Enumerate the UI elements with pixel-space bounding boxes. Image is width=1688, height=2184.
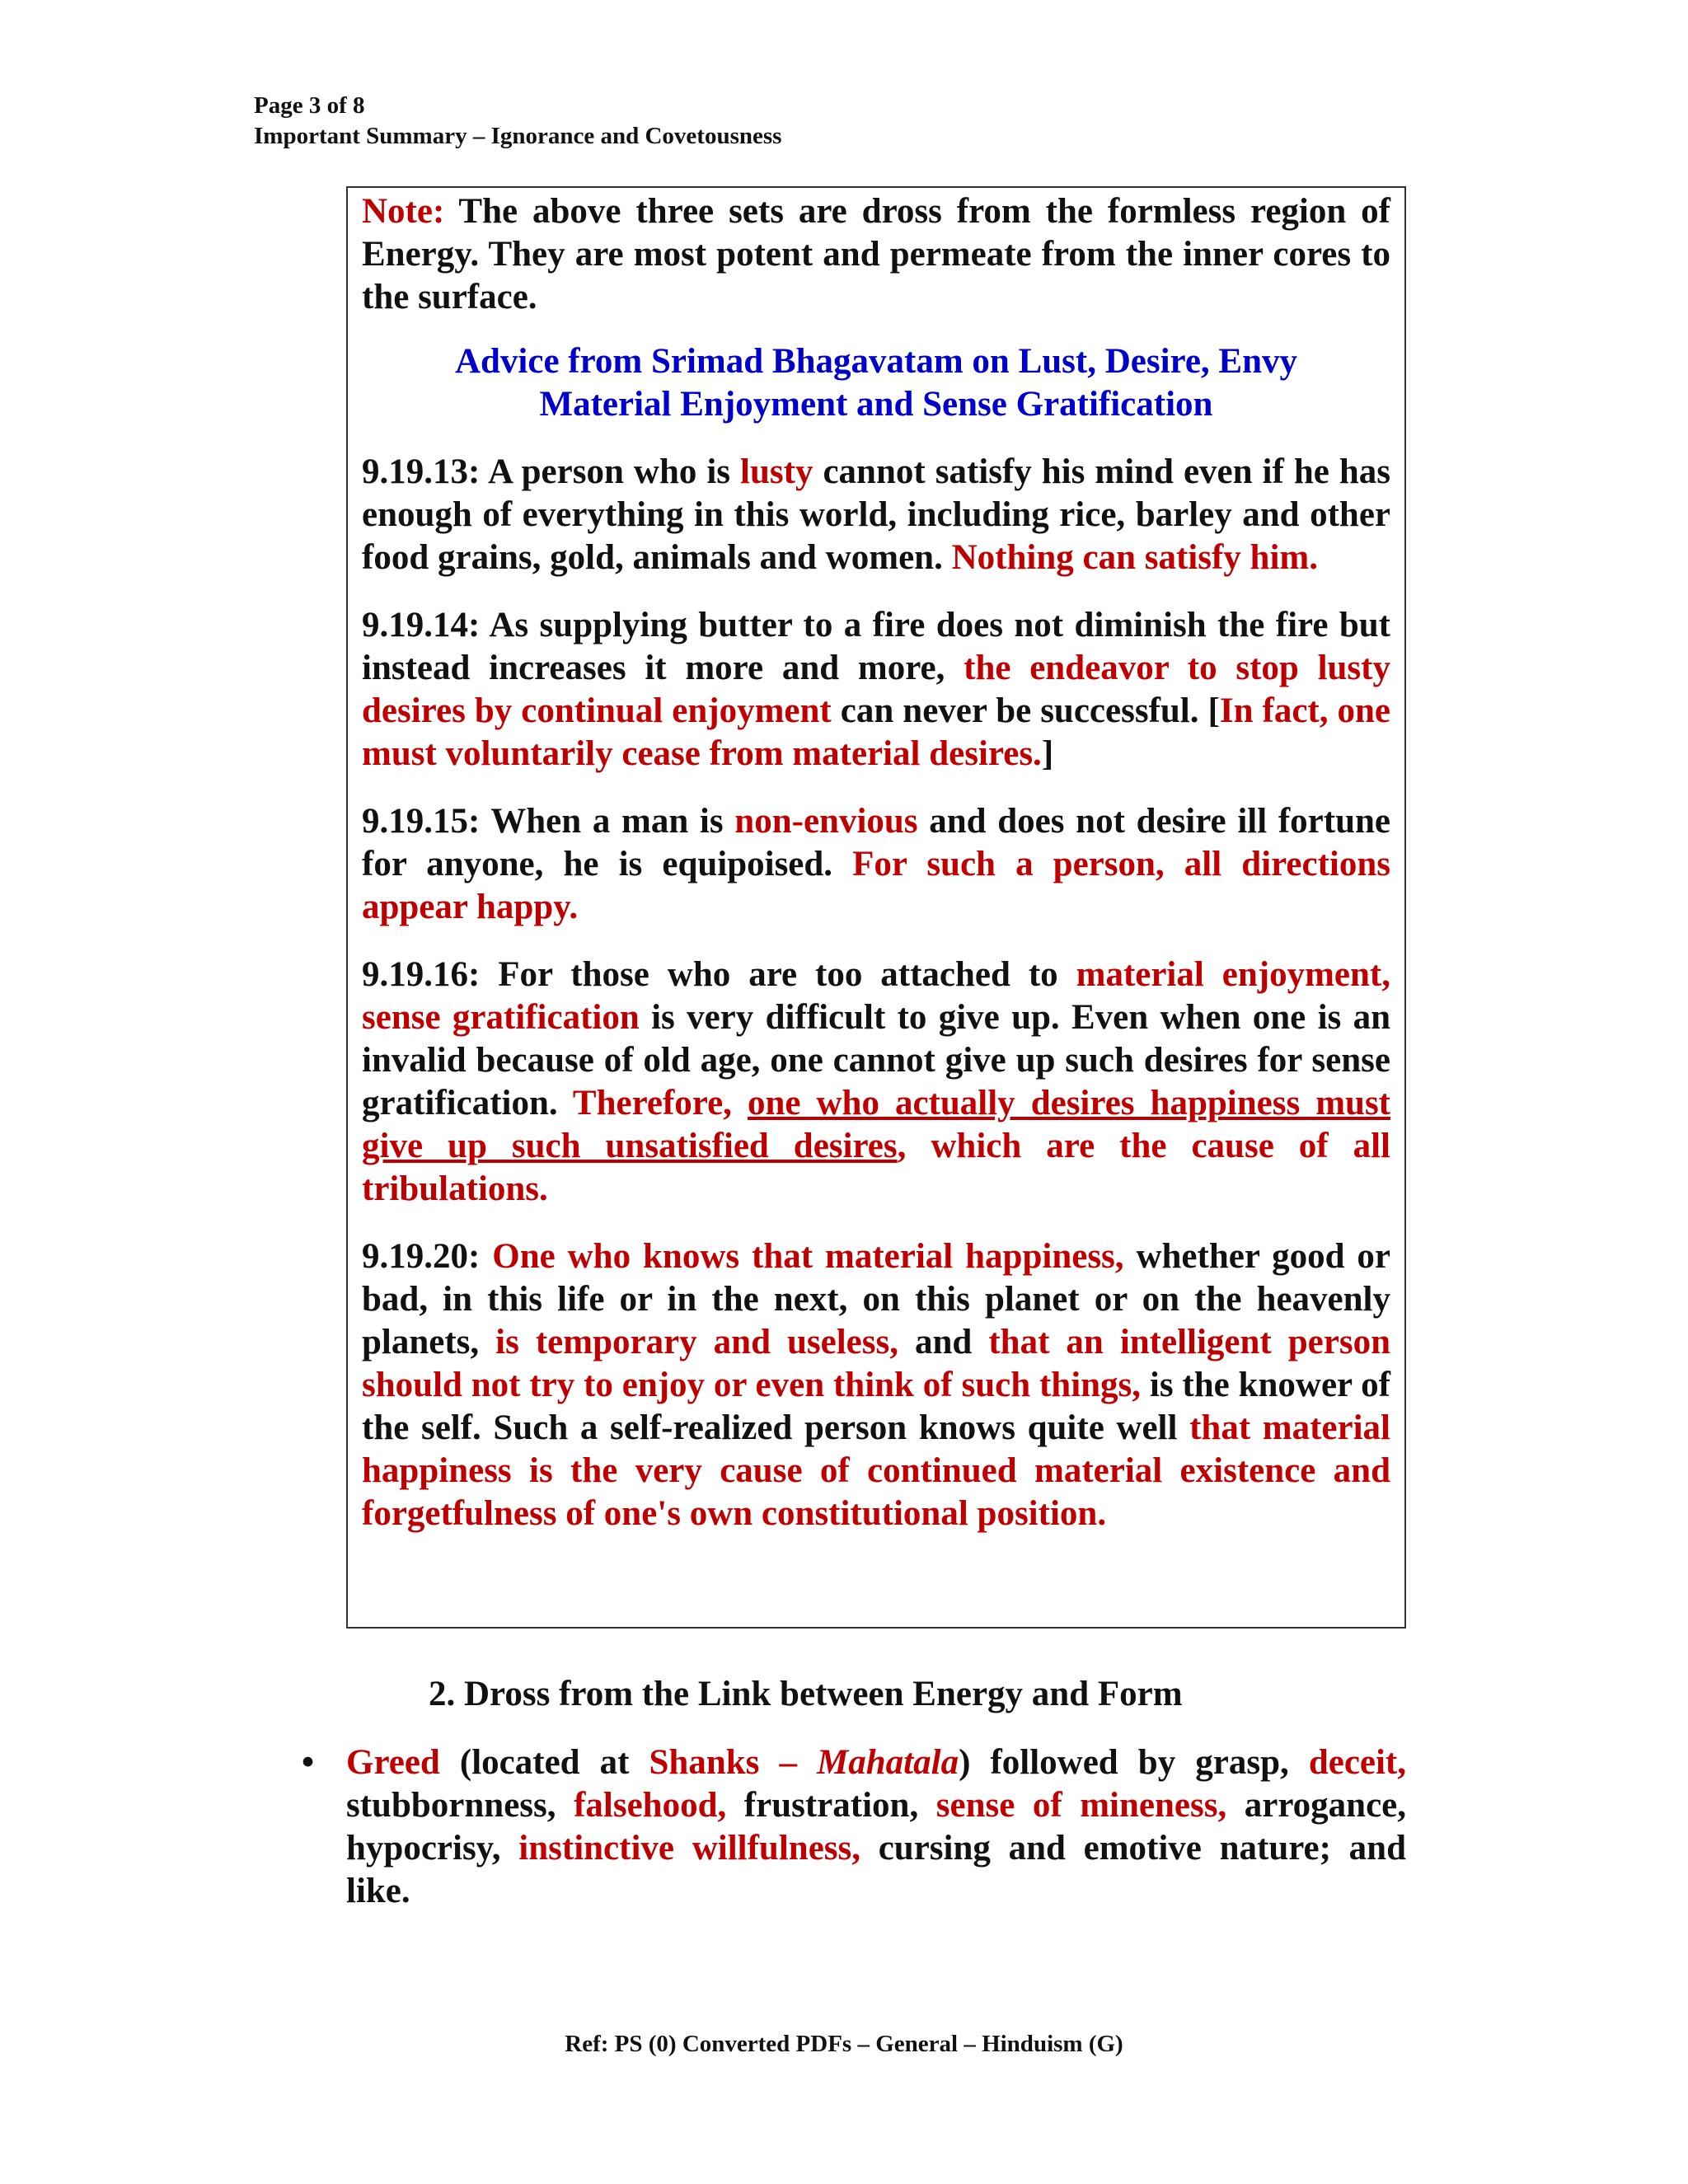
verse-text: and does not desire ill fortune for anyone, he is equipoised.	[362, 802, 1390, 883]
verse-ref: 9.19.20:	[362, 1237, 481, 1276]
bullet-emphasis: Shanks –	[649, 1743, 818, 1782]
verse-emphasis: is temporary and useless,	[495, 1323, 898, 1361]
bullet-plain: arrogance, hypocrisy,	[346, 1786, 1407, 1868]
verse-emphasis: lusty	[740, 452, 814, 491]
bullet-emphasis-italic: Mahatala	[817, 1743, 959, 1782]
verse-text: and	[898, 1323, 989, 1361]
bullet-emphasis: Greed	[346, 1743, 440, 1782]
verse-ref: 9.19.13:	[362, 452, 481, 491]
bullet-plain: frustration,	[726, 1786, 936, 1825]
page-header	[254, 91, 781, 152]
summary-box	[346, 186, 1406, 1629]
verse-emphasis-underlined: one who actually desires happiness must give up such unsatisfied desires	[362, 1084, 1390, 1165]
document-title: Important Summary – Ignorance and Covetousness	[254, 123, 782, 149]
note-paragraph	[362, 188, 1390, 319]
verse-emphasis: material enjoyment, sense gratification	[362, 955, 1390, 1037]
verse-ref: 9.19.14:	[362, 606, 481, 644]
verse-emphasis: In fact, one must voluntarily cease from material desires.	[362, 691, 1390, 773]
note-text: The above three sets are dross from the formless region of Energy. They are most potent and permeate from the inner cores to the surface.	[362, 192, 1390, 316]
bullet-plain: stubbornness,	[346, 1786, 574, 1825]
verse-text: ]	[1041, 734, 1054, 773]
verse-emphasis: that material happiness is the very cause of continued material existence and forgetfulness of one's own constitutional position.	[362, 1408, 1390, 1533]
verse-9-19-14	[362, 604, 1390, 776]
bullet-plain: cursing and emotive nature; and like.	[346, 1829, 1406, 1910]
verse-ref: 9.19.16:	[362, 955, 481, 994]
verse-emphasis: For such a person, all directions appear happy.	[362, 845, 1390, 926]
verse-emphasis: that an intelligent person should not try to enjoy or even think of such things,	[362, 1323, 1390, 1404]
verse-ref: 9.19.15:	[362, 802, 481, 841]
verse-9-19-13	[362, 451, 1390, 579]
verse-text: When a man is	[480, 802, 735, 841]
verse-emphasis: Nothing can satisfy him.	[951, 538, 1318, 577]
bullet-plain: (located at	[439, 1743, 649, 1782]
verse-9-19-16	[362, 954, 1390, 1211]
verse-text: A person who is	[480, 452, 741, 491]
verse-text: whether good or bad, in this life or in the next, on this planet or on the heavenly planets,	[362, 1237, 1390, 1361]
verse-text: is very difficult to give up. Even when one is an invalid because of old age, one cannot give up such desires for sense gratification.	[362, 998, 1390, 1122]
bullet-emphasis: deceit,	[1308, 1743, 1406, 1782]
bullet-emphasis: falsehood,	[574, 1786, 727, 1825]
page-footer: Ref: PS (0) Converted PDFs – General – Hinduism (G)	[565, 2031, 1123, 2057]
verse-emphasis: the endeavor to stop lusty desires by continual enjoyment	[362, 649, 1390, 730]
verse-text: is the knower of the self. Such a self-realized person knows quite well	[362, 1366, 1390, 1447]
advice-title-line2: Material Enjoyment and Sense Gratification	[539, 385, 1213, 424]
bullet-marker: •	[302, 1743, 315, 1782]
bullet-plain: ) followed by grasp,	[959, 1743, 1309, 1782]
bullet-text	[346, 1741, 1406, 1913]
verse-emphasis: One who knows that material happiness,	[480, 1237, 1124, 1276]
bullet-emphasis: instinctive willfulness,	[518, 1829, 860, 1868]
verse-emphasis: Therefore,	[572, 1084, 748, 1122]
section-heading: 2. Dross from the Link between Energy and Form	[429, 1675, 1183, 1713]
advice-title	[362, 340, 1390, 426]
page-number: Page 3 of 8	[254, 92, 365, 119]
verse-text: For those who are too attached to	[480, 955, 1076, 994]
note-label: Note:	[362, 192, 445, 231]
bullet-item	[302, 1741, 1406, 1913]
bullet-emphasis: sense of mineness,	[935, 1786, 1227, 1825]
verse-emphasis: non-envious	[734, 802, 918, 841]
verse-9-19-20	[362, 1235, 1390, 1535]
verse-text: As supplying butter to a fire does not diminish the fire but instead increases it more and more,	[362, 606, 1390, 687]
verse-emphasis: , which are the cause of all tribulations.	[362, 1127, 1390, 1208]
verse-text: can never be successful. [	[831, 691, 1220, 730]
advice-title-line1: Advice from Srimad Bhagavatam on Lust, Desire, Envy	[454, 342, 1298, 381]
verse-text: cannot satisfy his mind even if he has enough of everything in this world, including rice, barley and other food grains, gold, animals and women.	[362, 452, 1390, 577]
verse-9-19-15	[362, 800, 1390, 929]
